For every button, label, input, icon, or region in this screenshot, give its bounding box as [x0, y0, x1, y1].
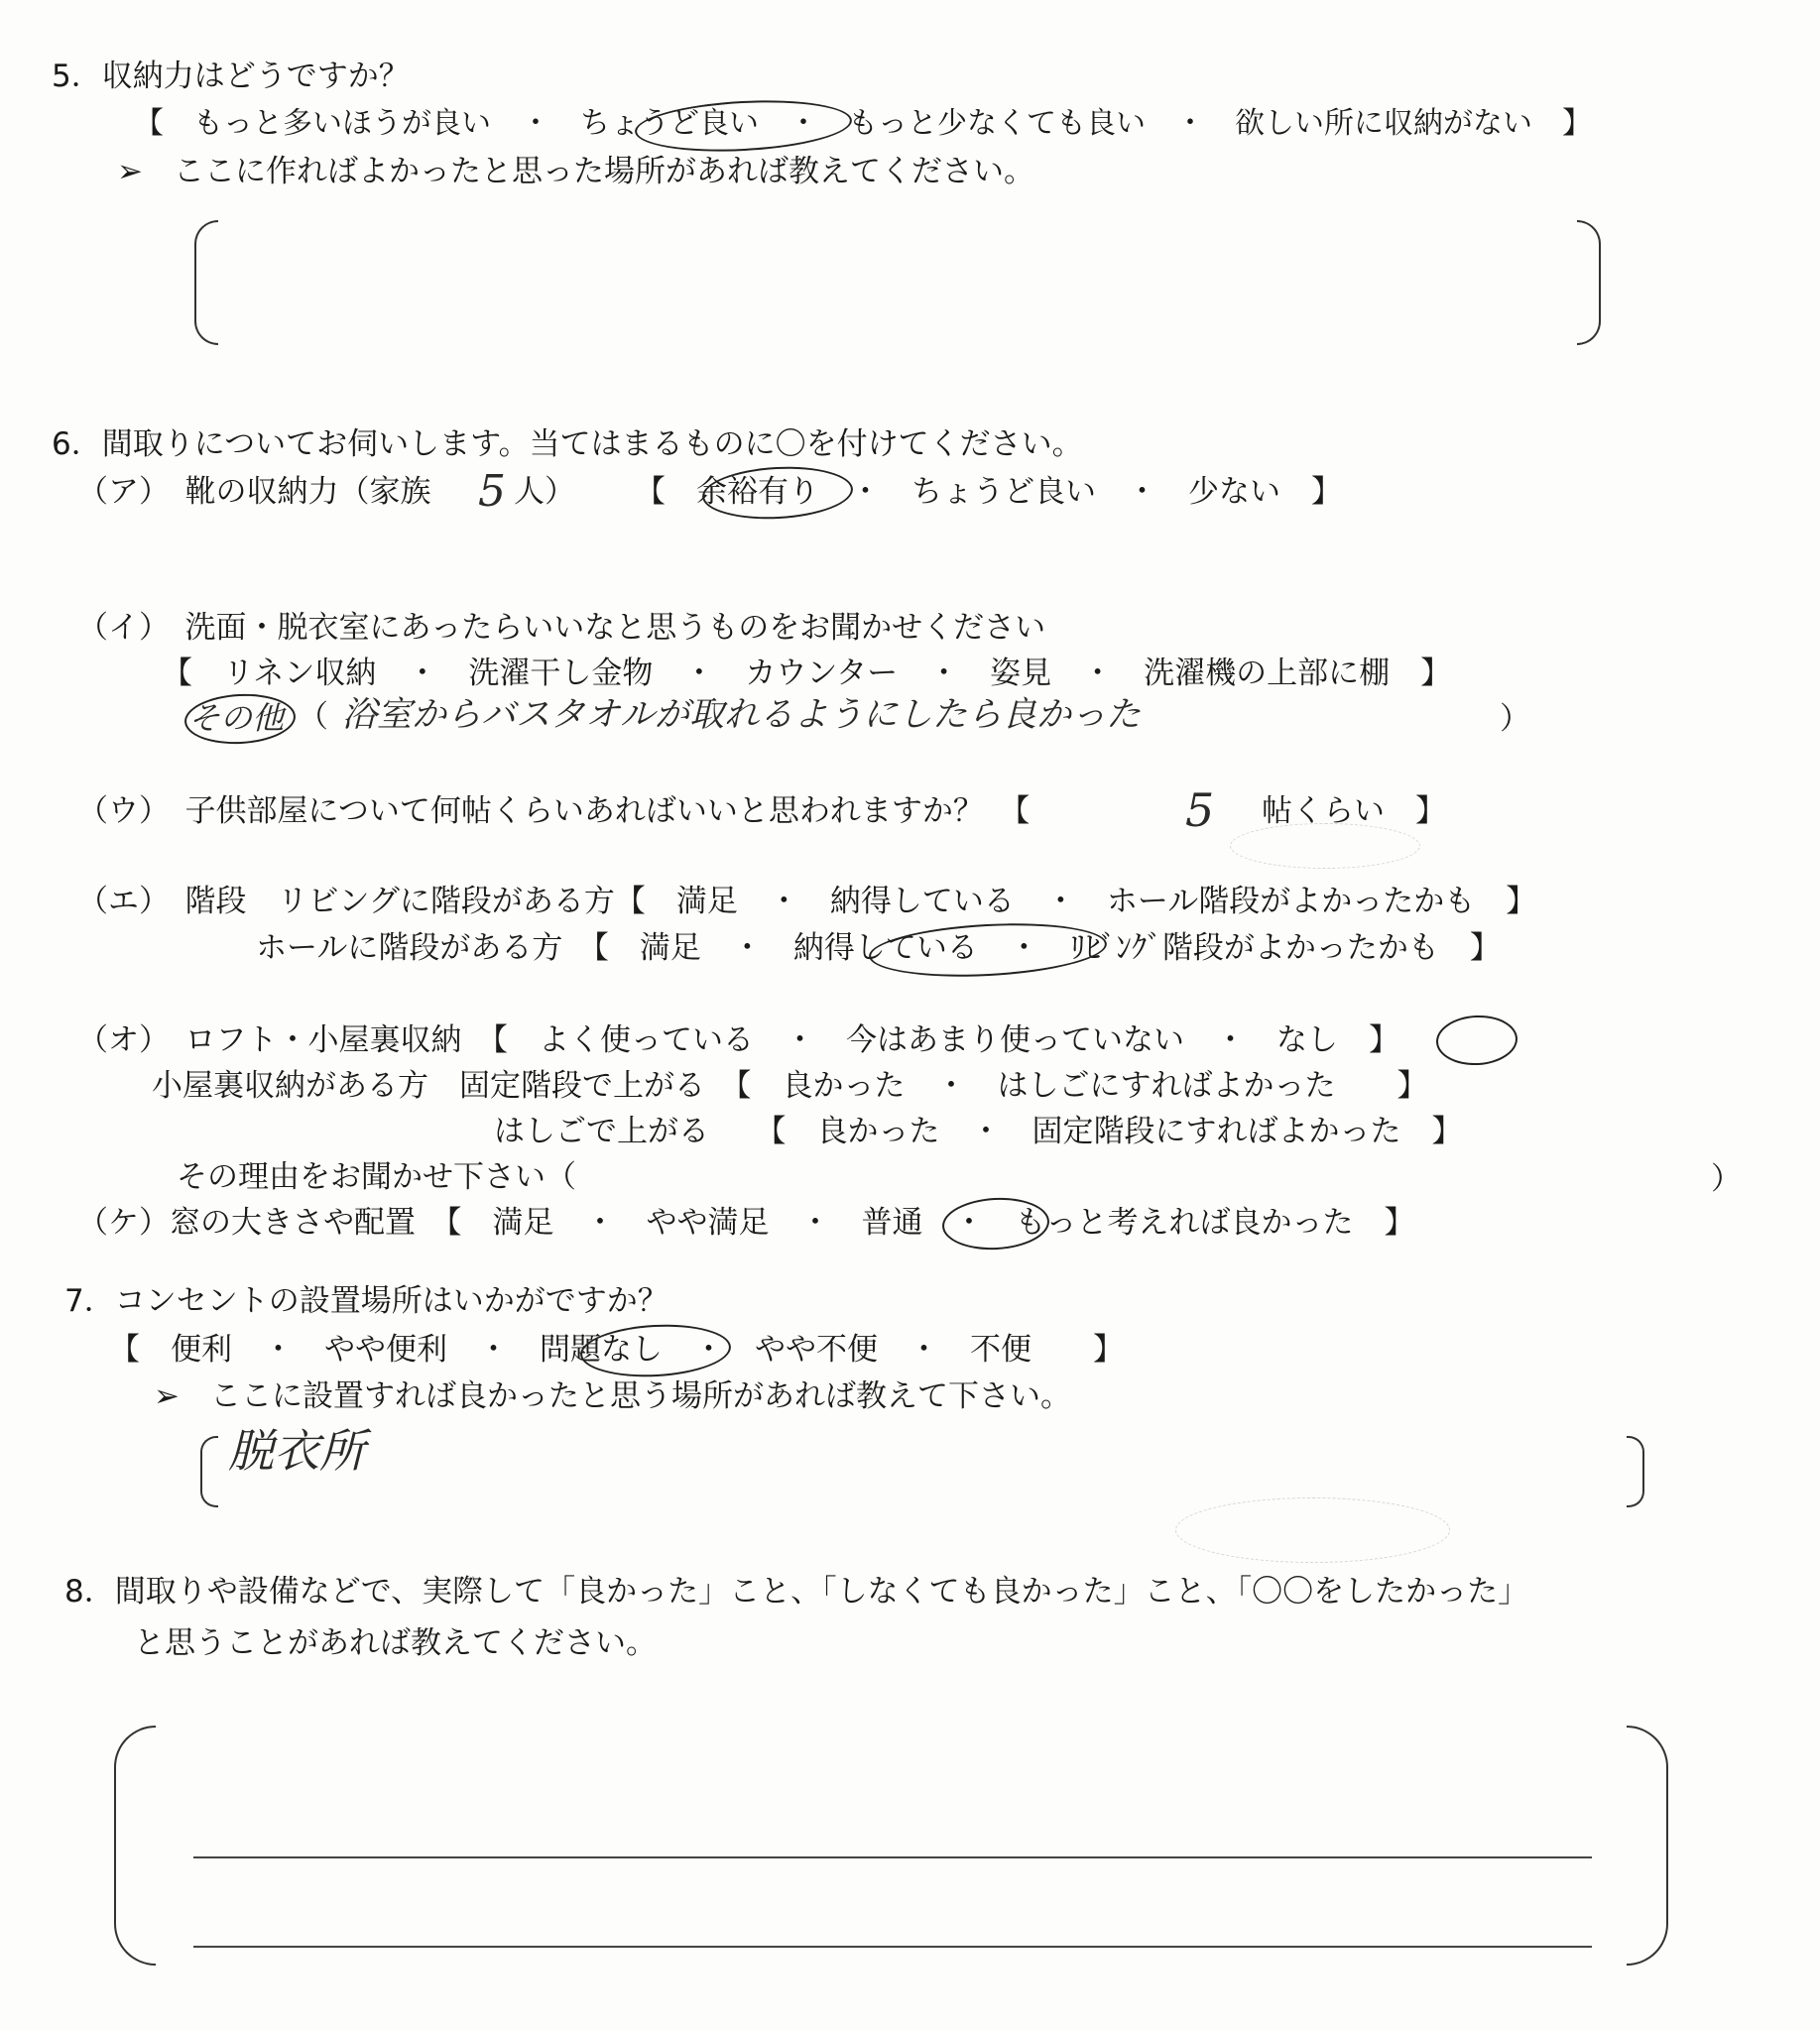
q7-answer-bracket-left — [200, 1436, 218, 1507]
faint-mark — [1230, 823, 1420, 869]
q6o-selection-circle — [1435, 1014, 1519, 1067]
q6o-ladder: はしごで上がる 【 良かった ・ 固定階段にすればよかった 】 — [494, 1114, 1463, 1149]
q5-answer-bracket-left — [194, 220, 218, 345]
q6u-label: （ウ） 子供部屋について何帖くらいあればいいと思われますか？ 【 — [77, 793, 1031, 829]
faint-mark — [1175, 1497, 1450, 1563]
q6-title: 6．間取りについてお伺いします。当てはまるものに〇を付けてください。 — [52, 426, 1083, 462]
q6a-selection-circle — [701, 463, 855, 523]
q7-title: 7．コンセントの設置場所はいかがですか？ — [64, 1283, 668, 1319]
q6ke-selection-circle — [941, 1195, 1051, 1253]
q8-answer-line — [193, 1946, 1592, 1948]
q6ke-label: （ケ）窓の大きさや配置 【 満足 ・ やや満足 ・ 普通 ・ もっと考えれば良かった 】 — [77, 1205, 1415, 1241]
q6i-other-open-paren: （ — [298, 699, 328, 735]
q8-answer-line — [193, 1856, 1592, 1858]
q6o-attic: 小屋裏収納がある方 固定階段で上がる 【 良かった ・ はしごにすればよかった 】 — [152, 1068, 1428, 1104]
q6a-label-end: 人） — [514, 474, 575, 510]
q5-answer-bracket-right — [1577, 220, 1601, 345]
q6a-label: （ア） 靴の収納力（家族 — [77, 474, 431, 510]
q5-options: 【 もっと多いほうが良い ・ ちょうど良い ・ もっと少なくても良い ・ 欲しい所に収納がない 】 — [134, 106, 1592, 141]
q6i-other-answer[interactable]: 浴室からバスタオルが取れるようにしたら良かった — [342, 695, 1142, 735]
q7-options: 【 便利 ・ やや便利 ・ 問題なし ・ やや不便 ・ 不便 】 — [109, 1332, 1124, 1368]
q6u-answer[interactable]: 5 — [1185, 783, 1215, 837]
q6i-options: 【 リネン収納 ・ 洗濯干し金物 ・ カウンター ・ 姿見 ・ 洗濯機の上部に棚 】 — [162, 656, 1452, 691]
q6i-label: （イ） 洗面・脱衣室にあったらいいなと思うものをお聞かせください — [77, 610, 1046, 646]
q8-line1: 8．間取りや設備などで、実際して「良かった」こと、「しなくても良かった」こと、「〇〇をしたかった」 — [64, 1574, 1529, 1610]
q6o-reason: その理由をお聞かせ下さい（ — [177, 1159, 576, 1195]
q6e-label: （エ） 階段 リビングに階段がある方【 満足 ・ 納得している ・ ホール階段がよかったかも 】 — [77, 884, 1537, 919]
q5-prompt: ➢ ここに作ればよかったと思った場所があれば教えてください。 — [117, 154, 1034, 189]
q6i-other-label: その他 — [188, 699, 285, 737]
q6e-hall: ホールに階段がある方 【 満足 ・ 納得している ・ ﾘﾋﾞﾝｸﾞ階段がよかったかも 】 — [256, 930, 1501, 966]
q7-prompt: ➢ ここに設置すれば良かったと思う場所があれば教えて下さい。 — [154, 1378, 1071, 1414]
q6u-label-end: 帖くらい 】 — [1262, 793, 1446, 829]
q8-answer-bracket-right — [1627, 1726, 1668, 1966]
q6o-reason-close-paren: ） — [1711, 1161, 1742, 1197]
q8-answer-bracket-left — [114, 1726, 156, 1966]
q6o-label: （オ） ロフト・小屋裏収納 【 よく使っている ・ 今はあまり使っていない ・ なし 】 — [77, 1022, 1399, 1058]
q7-selection-circle — [579, 1321, 733, 1380]
q6e-selection-circle — [868, 918, 1108, 982]
q6a-options: 【 余裕有り ・ ちょうど良い ・ 少ない 】 — [635, 474, 1342, 510]
q5-title: 5．収納力はどうですか？ — [52, 59, 410, 94]
q8-line2: と思うことがあれば教えてください。 — [134, 1625, 657, 1661]
q5-selection-circle — [634, 95, 853, 156]
q7-answer[interactable]: 脱衣所 — [228, 1424, 365, 1478]
q7-answer-bracket-right — [1627, 1436, 1644, 1507]
q6i-other-close-paren: ） — [1500, 701, 1530, 737]
q6a-family-count[interactable]: 5 — [478, 466, 506, 517]
